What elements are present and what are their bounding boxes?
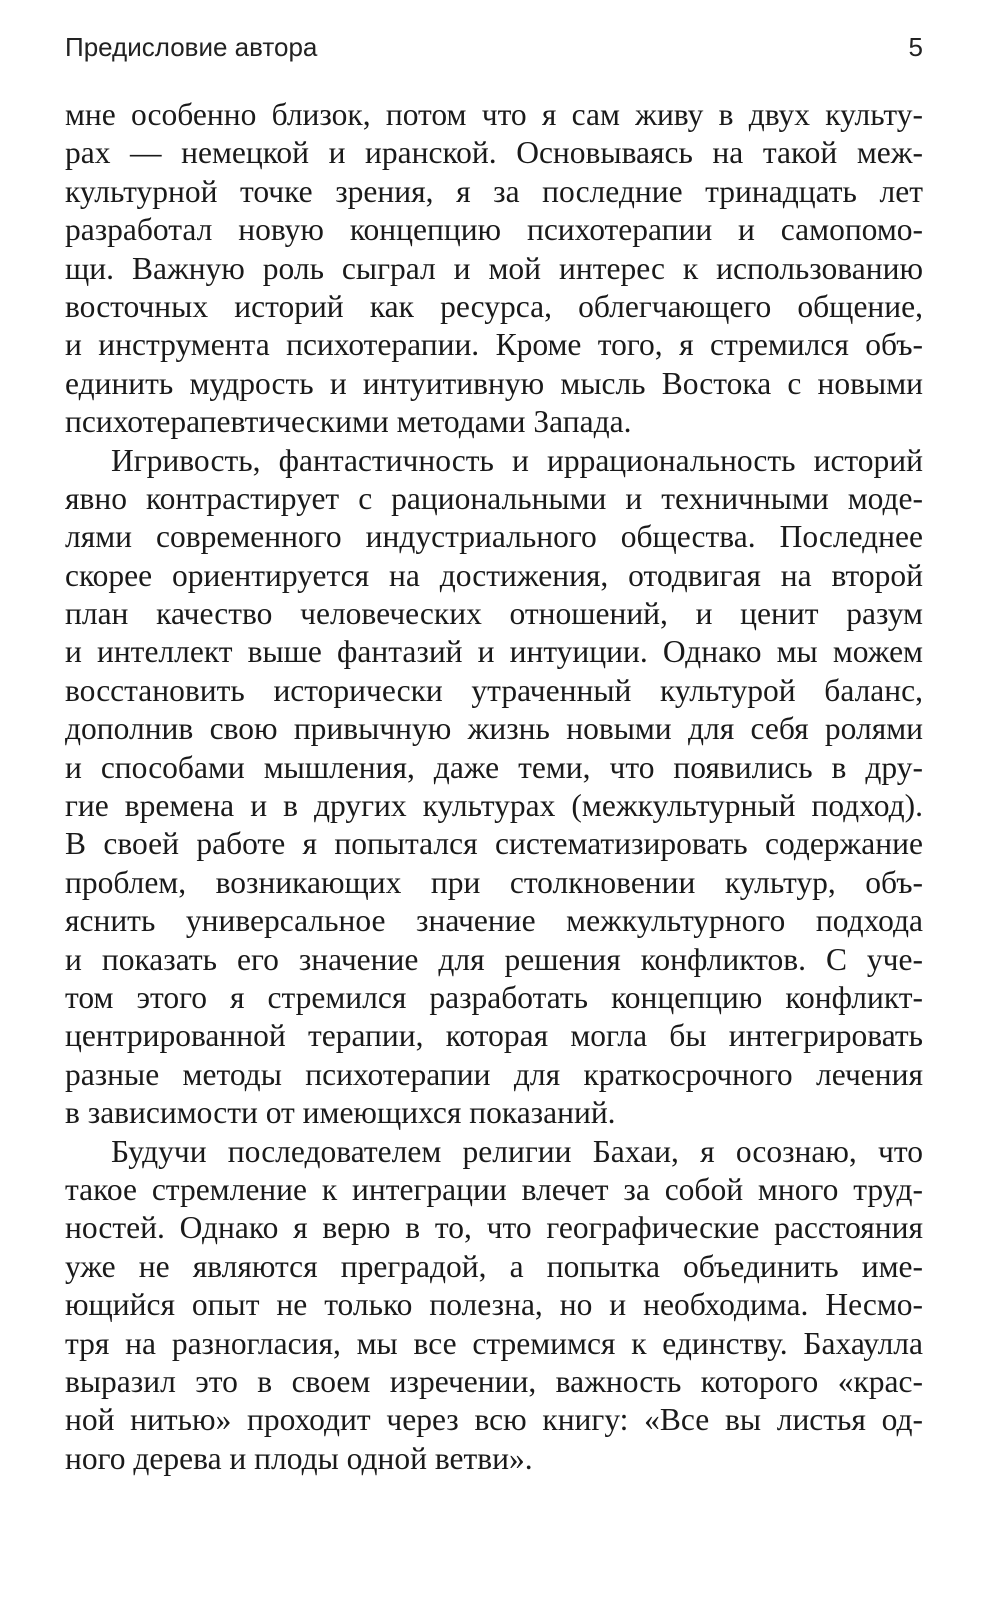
text-line: лями современного индустриального общества. Последнее	[65, 519, 923, 555]
text-line: рах — немецкой и иранской. Основываясь на такой меж-	[65, 135, 923, 171]
running-title: Предисловие автора	[65, 32, 318, 62]
text-line: в зависимости от имеющихся показаний.	[65, 1095, 616, 1131]
text-line: Будучи последователем религии Бахаи, я осознаю, что	[111, 1133, 923, 1169]
paragraph	[65, 442, 923, 1133]
text-line: ностей. Однако я верю в то, что географические расстояния	[65, 1210, 923, 1246]
text-line: и интеллект выше фантазий и интуиции. Однако мы можем	[65, 634, 923, 670]
text-line: ного дерева и плоды одной ветви».	[65, 1440, 533, 1476]
text-line: разработал новую концепцию психотерапии и самопомо-	[65, 212, 923, 248]
text-line: яснить универсальное значение межкультурного подхода	[65, 903, 923, 939]
text-line: В своей работе я попытался систематизировать содержание	[65, 826, 923, 862]
text-line: культурной точке зрения, я за последние тринадцать лет	[65, 173, 923, 209]
text-line: гие времена и в других культурах (межкультурный подход).	[65, 788, 923, 824]
text-line: восстановить исторически утраченный культурой баланс,	[65, 672, 923, 708]
text-line: центрированной терапии, которая могла бы интегрировать	[65, 1018, 923, 1054]
text-line: разные методы психотерапии для краткосрочного лечения	[65, 1056, 923, 1092]
text-line: скорее ориентируется на достижения, отодвигая на второй	[65, 557, 923, 593]
text-line: единить мудрость и интуитивную мысль Востока с новыми	[65, 365, 923, 401]
text-line: явно контрастирует с рациональными и техничными моде-	[65, 480, 923, 516]
text-line: и инструмента психотерапии. Кроме того, я стремился объ-	[65, 327, 923, 363]
text-line: дополнив свою привычную жизнь новыми для себя ролями	[65, 711, 923, 747]
paragraph	[65, 96, 923, 442]
text-line: проблем, возникающих при столкновении культур, объ-	[65, 864, 923, 900]
text-line: и способами мышления, даже теми, что появились в дру-	[65, 749, 923, 785]
text-line: ной нитью» проходит через всю книгу: «Все вы листья од-	[65, 1402, 923, 1438]
text-line: выразил это в своем изречении, важность которого «крас-	[65, 1363, 923, 1399]
text-line: тря на разногласия, мы все стремимся к единству. Бахаулла	[65, 1325, 923, 1361]
paragraph	[65, 1133, 923, 1479]
body-text	[65, 96, 923, 1478]
text-line: восточных историй как ресурса, облегчающего общение,	[65, 288, 923, 324]
text-line: психотерапевтическими методами Запада.	[65, 404, 632, 440]
text-line: и показать его значение для решения конфликтов. С уче-	[65, 941, 923, 977]
text-line: уже не являются преградой, а попытка объединить име-	[65, 1248, 923, 1284]
page-number: 5	[908, 32, 923, 62]
text-line: мне особенно близок, потом что я сам живу в двух культу-	[65, 97, 923, 132]
text-line: такое стремление к интеграции влечет за собой много труд-	[65, 1171, 923, 1207]
text-line: Игривость, фантастичность и иррациональность историй	[111, 442, 923, 478]
text-line: том этого я стремился разработать концепцию конфликт-	[65, 979, 923, 1015]
text-line: ющийся опыт не только полезна, но и необходима. Несмо-	[65, 1287, 923, 1323]
running-header	[65, 32, 923, 68]
text-line: щи. Важную роль сыграл и мой интерес к использованию	[65, 250, 923, 286]
text-line: план качество человеческих отношений, и ценит разум	[65, 596, 923, 632]
